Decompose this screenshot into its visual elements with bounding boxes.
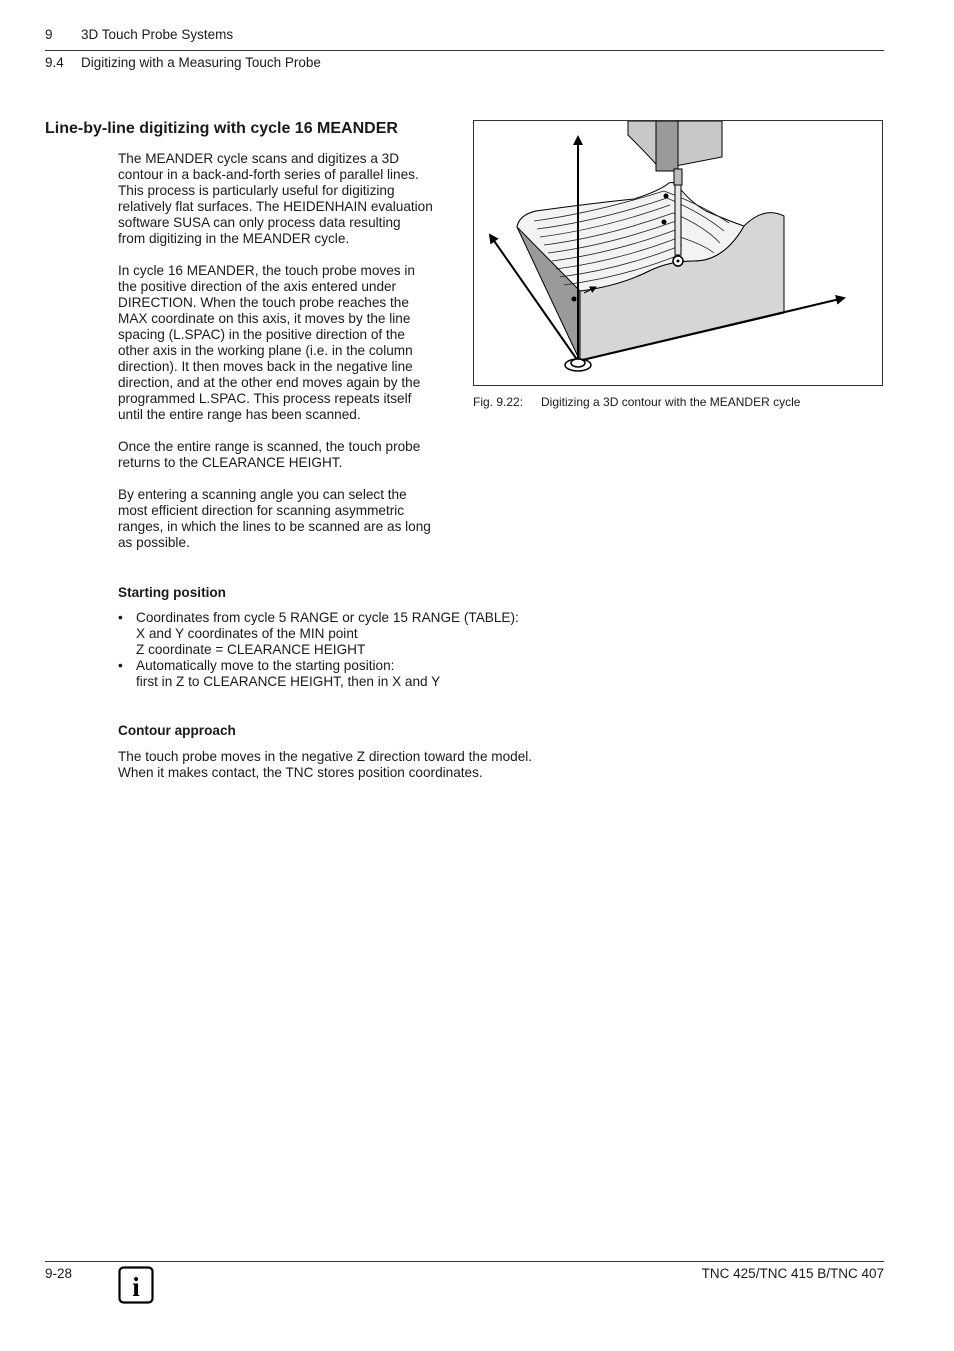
- chapter-number: 9: [45, 27, 53, 42]
- info-icon-letter: i: [132, 1272, 140, 1302]
- figure-meander-illustration: [473, 120, 883, 386]
- list-item: • Coordinates from cycle 5 RANGE or cycle 15 RANGE (TABLE): X and Y coordinates of the MIN point Z coordinate = CLEARANCE HEIGHT: [118, 610, 519, 657]
- info-icon: [118, 1266, 154, 1304]
- paragraph-1: The MEANDER cycle scans and digitizes a 3D contour in a back-and-forth series of parallel lines. This process is particularly useful for digitizing relatively flat surfaces. The HEIDENHAIN evaluation software SUSA can only process data resulting from digitizing in the MEANDER cycle.: [118, 151, 433, 246]
- section-number: 9.4: [45, 55, 64, 70]
- header-divider: [45, 50, 884, 51]
- body-text: [118, 151, 463, 567]
- contour-approach-heading: Contour approach: [118, 723, 236, 738]
- section-title: Line-by-line digitizing with cycle 16 MEANDER: [45, 120, 398, 137]
- paragraph-4: By entering a scanning angle you can select the most efficient direction for scanning asymmetric ranges, in which the lines to be scanned are as long as possible.: [118, 487, 431, 550]
- section-header-title: Digitizing with a Measuring Touch Probe: [81, 55, 321, 70]
- chapter-title: 3D Touch Probe Systems: [81, 27, 234, 42]
- meander-probe-illustration: [474, 121, 882, 385]
- chapter-header: [45, 27, 233, 42]
- product-name: TNC 425/TNC 415 B/TNC 407: [701, 1266, 884, 1281]
- paragraph-3: Once the entire range is scanned, the touch probe returns to the CLEARANCE HEIGHT.: [118, 439, 421, 470]
- contour-approach-text: The touch probe moves in the negative Z direction toward the model. When it makes contact, the TNC stores position coordinates.: [118, 749, 533, 780]
- figure-caption-text: Digitizing a 3D contour with the MEANDER cycle: [541, 395, 801, 409]
- list-item: • Automatically move to the starting position: first in Z to CLEARANCE HEIGHT, then in X and Y: [118, 658, 441, 689]
- bullet-icon: •: [118, 610, 123, 625]
- figure-caption: [473, 395, 800, 409]
- bullet-icon: •: [118, 658, 123, 673]
- page-number: 9-28: [45, 1266, 73, 1281]
- footer-divider: [45, 1261, 884, 1262]
- starting-position-list: [118, 610, 638, 690]
- section-header: [45, 55, 321, 70]
- paragraph-2: In cycle 16 MEANDER, the touch probe moves in the positive direction of the axis entered under DIRECTION. When the touch probe reaches the MAX coordinate on this axis, it moves by the line spacing (L.SPAC) in the positive direction of the other axis in the working plane (i.e. in the column direction). It then moves back in the negative line direction, and at the other end moves again by the programmed L.SPAC. This process repeats itself until the entire range has been scanned.: [118, 263, 421, 422]
- starting-position-heading: Starting position: [118, 585, 226, 600]
- figure-label: Fig. 9.22:: [473, 395, 524, 409]
